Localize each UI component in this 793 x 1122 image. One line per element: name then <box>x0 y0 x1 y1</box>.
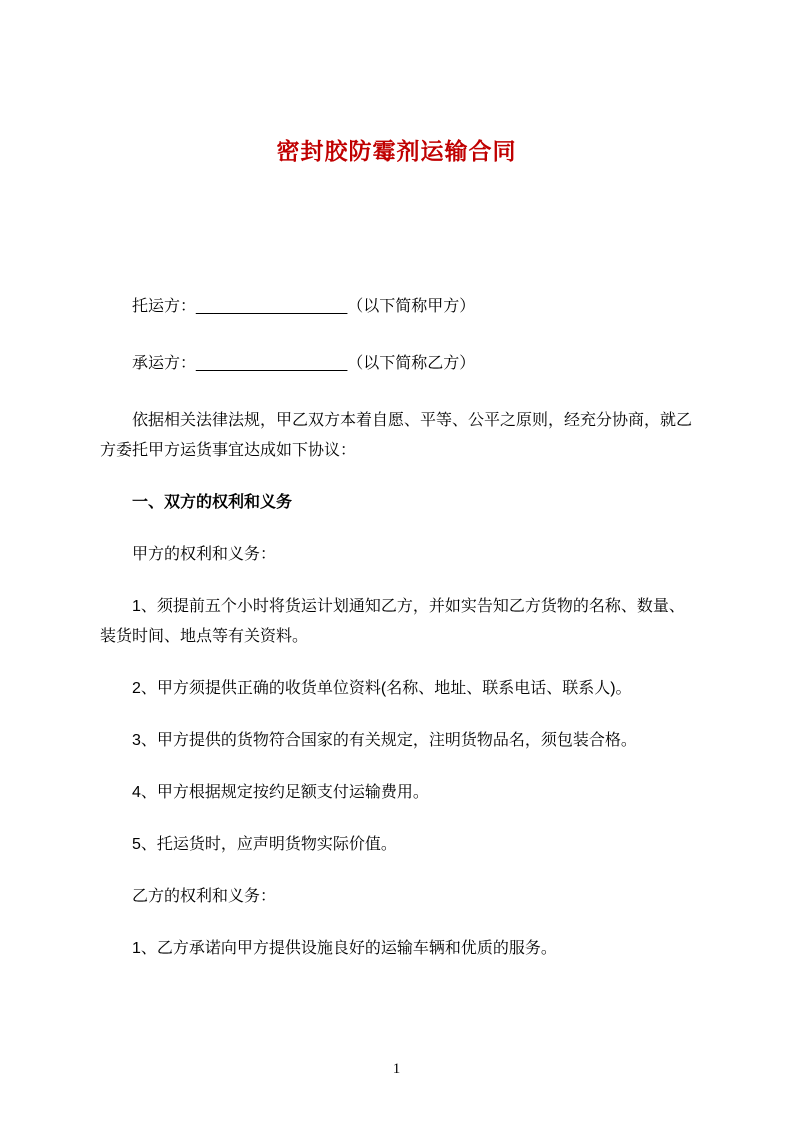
shipper-line <box>100 292 693 322</box>
carrier-alias: （以下简称乙方） <box>347 355 476 372</box>
shipper-blank-field[interactable]: _________________ <box>196 298 348 315</box>
party-a-item-5: 5、托运货时，应声明货物实际价值。 <box>132 836 397 853</box>
shipper-alias: （以下简称甲方） <box>347 298 476 315</box>
party-a-item-4: 4、甲方根据规定按约足额支付运输费用。 <box>132 784 429 801</box>
party-a-item-3: 3、甲方提供的货物符合国家的有关规定，注明货物品名，须包装合格。 <box>132 732 637 749</box>
shipper-label: 托运方： <box>132 298 197 315</box>
party-a-item-2: 2、甲方须提供正确的收货单位资料(名称、地址、联系电话、联系人)。 <box>132 680 632 697</box>
document-title: 密封胶防霉剂运输合同 <box>276 138 517 164</box>
document-body <box>100 292 693 964</box>
party-a-item-1: 1、须提前五个小时将货运计划通知乙方，并如实告知乙方货物的名称、数量、装货时间、地点等有关资料。 <box>100 598 685 645</box>
carrier-line <box>100 349 693 379</box>
carrier-blank-field[interactable]: _________________ <box>196 355 348 372</box>
party-b-item-1: 1、乙方承诺向甲方提供设施良好的运输车辆和优质的服务。 <box>132 940 557 957</box>
page-number: 1 <box>392 1061 401 1077</box>
party-b-rights-label: 乙方的权利和义务： <box>132 888 277 905</box>
section-heading-rights-obligations: 一、双方的权利和义务 <box>132 494 293 511</box>
party-a-rights-label: 甲方的权利和义务： <box>132 546 277 563</box>
intro-paragraph: 依据相关法律法规，甲乙双方本着自愿、平等、公平之原则，经充分协商，就乙方委托甲方运货事宜达成如下协议： <box>100 412 693 459</box>
carrier-label: 承运方： <box>132 355 197 372</box>
